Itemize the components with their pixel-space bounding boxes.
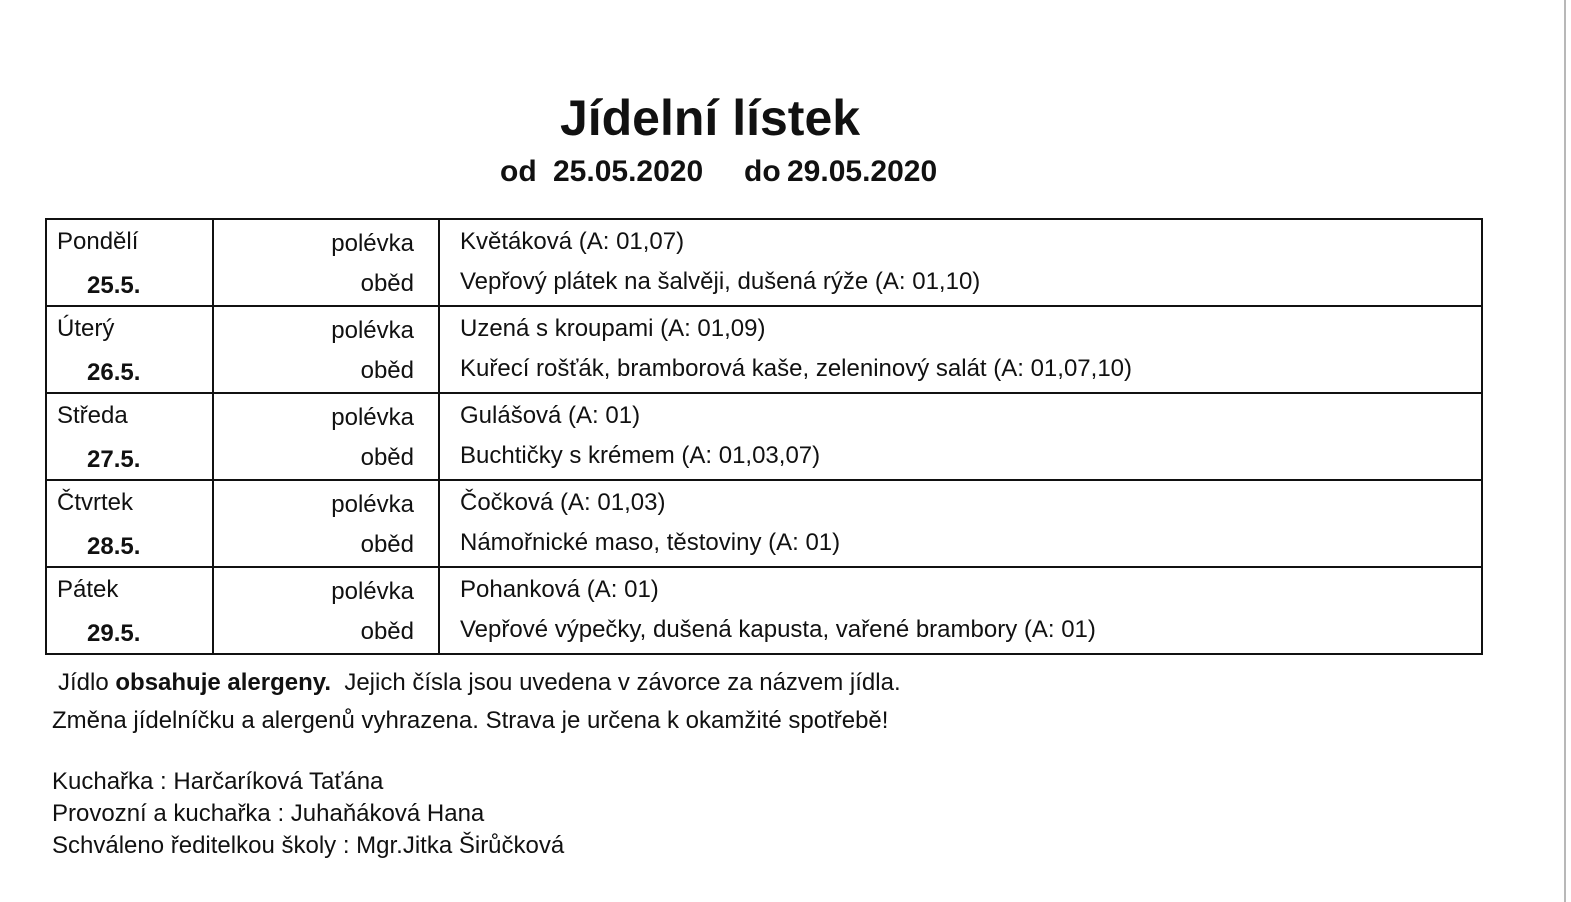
meal-type-cell <box>213 306 439 393</box>
soup-dish: Čočková (A: 01,03) <box>460 489 666 516</box>
menu-table <box>45 218 1483 655</box>
soup-label: polévka <box>331 404 414 431</box>
soup-label: polévka <box>331 578 414 605</box>
day-cell <box>46 306 213 393</box>
day-name: Čtvrtek <box>57 489 134 516</box>
day-name: Pondělí <box>57 228 139 255</box>
soup-label: polévka <box>331 317 414 344</box>
allergen-note-line <box>52 664 901 702</box>
soup-label: polévka <box>331 491 414 518</box>
table-row <box>46 219 1482 306</box>
meal-type-cell <box>213 219 439 306</box>
dish-cell <box>439 393 1482 480</box>
to-date: 29.05.2020 <box>787 155 938 188</box>
page-edge-line <box>1564 0 1566 902</box>
table-row <box>46 567 1482 654</box>
from-label: od <box>500 155 537 188</box>
day-cell <box>46 480 213 567</box>
approval-line: Schváleno ředitelkou školy : Mgr.Jitka Širůčková <box>52 832 565 859</box>
day-cell <box>46 219 213 306</box>
page-title: Jídelní lístek <box>559 90 861 146</box>
manager-line: Provozní a kuchařka : Juhaňáková Hana <box>52 800 485 827</box>
main-dish: Buchtičky s krémem (A: 01,03,07) <box>460 442 821 469</box>
table-row <box>46 393 1482 480</box>
table-row <box>46 480 1482 567</box>
soup-label: polévka <box>331 230 414 257</box>
allergen-notes <box>52 664 901 740</box>
main-course-label: oběd <box>360 357 414 384</box>
day-name: Úterý <box>57 315 115 342</box>
dish-cell <box>439 480 1482 567</box>
main-dish: Vepřové výpečky, dušená kapusta, vařené brambory (A: 01) <box>460 616 1096 643</box>
from-date: 25.05.2020 <box>553 155 704 188</box>
cook-line: Kuchařka : Harčaríková Taťána <box>52 768 384 795</box>
allergen-note-start: Jídlo <box>58 669 116 696</box>
menu-change-note: Změna jídelníčku a alergenů vyhrazena. Strava je určena k okamžité spotřebě! <box>52 707 889 734</box>
day-name: Pátek <box>57 576 119 603</box>
soup-dish: Gulášová (A: 01) <box>460 402 641 429</box>
main-dish: Kuřecí rošťák, bramborová kaše, zeleninový salát (A: 01,07,10) <box>460 355 1132 382</box>
main-dish: Námořnické maso, těstoviny (A: 01) <box>460 529 841 556</box>
day-date: 25.5. <box>87 272 141 299</box>
meal-type-cell <box>213 567 439 654</box>
day-cell <box>46 393 213 480</box>
dish-cell <box>439 306 1482 393</box>
soup-dish: Květáková (A: 01,07) <box>460 228 685 255</box>
main-dish: Vepřový plátek na šalvěji, dušená rýže (A: 01,10) <box>460 268 981 295</box>
soup-dish: Pohanková (A: 01) <box>460 576 659 603</box>
allergen-note-end: Jejich čísla jsou uvedena v závorce za názvem jídla. <box>331 669 901 696</box>
soup-dish: Uzená s kroupami (A: 01,09) <box>460 315 766 342</box>
to-label: do <box>744 155 781 188</box>
day-name: Středa <box>57 402 128 429</box>
main-course-label: oběd <box>360 444 414 471</box>
meal-type-cell <box>213 480 439 567</box>
day-date: 29.5. <box>87 620 141 647</box>
main-course-label: oběd <box>360 531 414 558</box>
table-row <box>46 306 1482 393</box>
day-date: 26.5. <box>87 359 141 386</box>
staff-info <box>52 766 564 862</box>
main-course-label: oběd <box>360 618 414 645</box>
day-cell <box>46 567 213 654</box>
day-date: 27.5. <box>87 446 141 473</box>
allergen-note-bold: obsahuje alergeny. <box>115 669 331 696</box>
main-course-label: oběd <box>360 270 414 297</box>
meal-type-cell <box>213 393 439 480</box>
dish-cell <box>439 567 1482 654</box>
day-date: 28.5. <box>87 533 141 560</box>
dish-cell <box>439 219 1482 306</box>
